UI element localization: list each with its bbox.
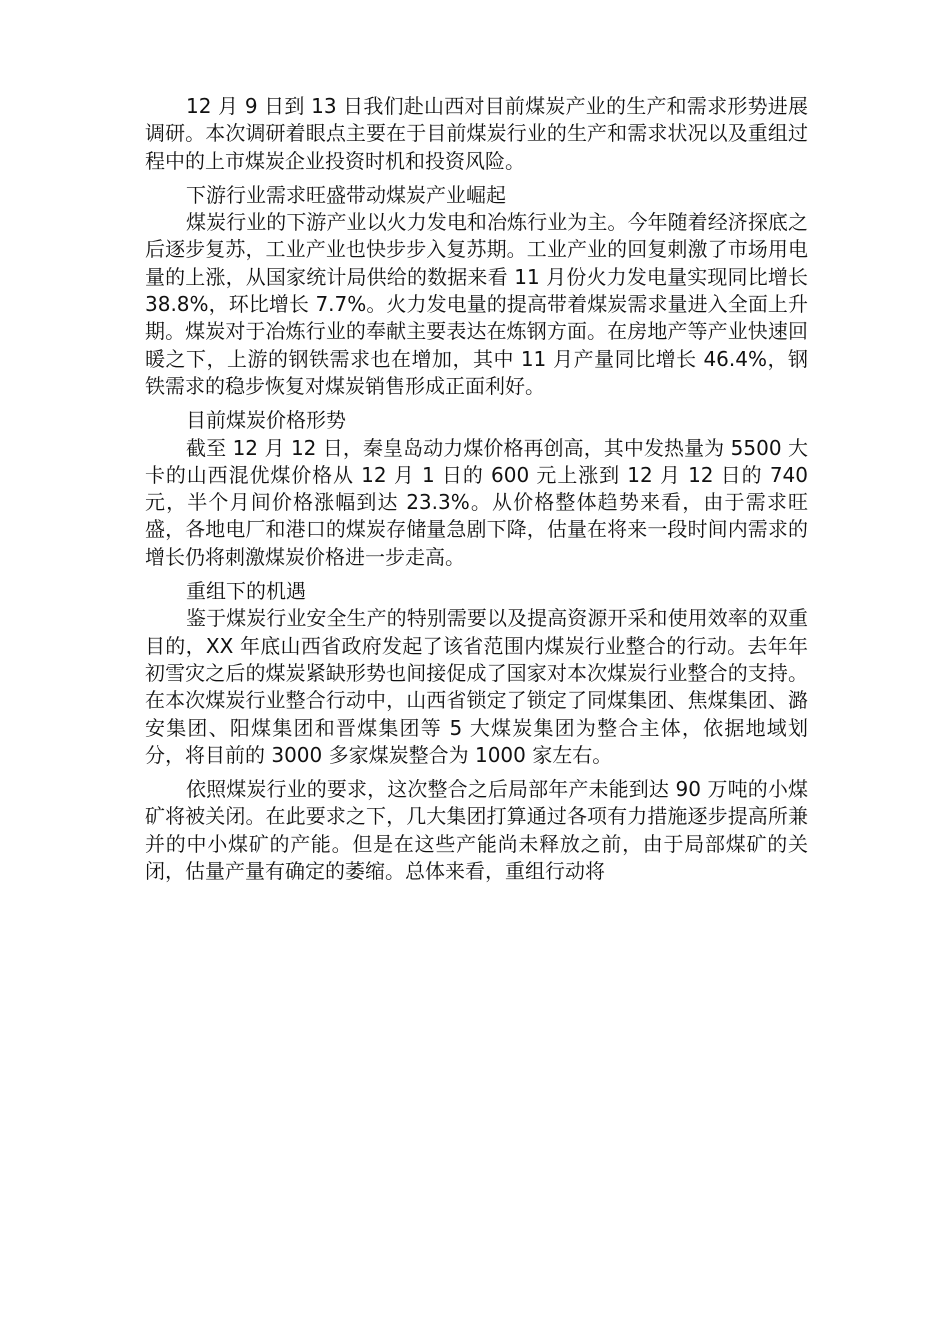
paragraph-price: 截至 12 月 12 日，秦皇岛动力煤价格再创高，其中发热量为 5500 大卡的山西混优煤价格从 12 月 1 日的 600 元上涨到 12 月 12 日的 740 元，半个月间价格涨幅到达 23.3%。从价格整体趋势来看，由于需求旺盛，各地电厂和港口的煤炭存储量急剧下降，估量在将来一段时间内需求的增长仍将刺激煤炭价格进一步走高。 <box>145 435 808 569</box>
paragraph-restructure: 鉴于煤炭行业安全生产的特别需要以及提高资源开采和使用效率的双重目的，XX 年底山西省政府发起了该省范围内煤炭行业整合的行动。去年年初雪灾之后的煤炭紧缺形势也间接促成了国家对本次煤炭行业整合的支持。在本次煤炭行业整合行动中，山西省锁定了锁定了同煤集团、焦煤集团、潞安集团、阳煤集团和晋煤集团等 5 大煤炭集团为整合主体，依据地域划分，将目前的 3000 多家煤炭整合为 1000 家左右。 <box>145 606 808 767</box>
document-page <box>145 93 808 885</box>
paragraph-demand: 煤炭行业的下游产业以火力发电和冶炼行业为主。今年随着经济探底之后逐步复苏，工业产业也快步步入复苏期。工业产业的回复刺激了市场用电量的上涨，从国家统计局供给的数据来看 11 月份火力发电量实现同比增长 38.8%，环比增长 7.7%。火力发电量的提高带着煤炭需求量进入全面上升期。煤炭对于冶炼行业的奉献主要表达在炼钢方面。在房地产等产业快速回暖之下，上游的钢铁需求也在增加，其中 11 月产量同比增长 46.4%，钢铁需求的稳步恢复对煤炭销售形成正面利好。 <box>145 210 808 398</box>
section-heading-demand: 下游行业需求旺盛带动煤炭产业崛起 <box>186 182 506 207</box>
paragraph-intro: 12 月 9 日到 13 日我们赴山西对目前煤炭产业的生产和需求形势进展调研。本次调研着眼点主要在于目前煤炭行业的生产和需求状况以及重组过程中的上市煤炭企业投资时机和投资风险。 <box>145 94 808 173</box>
section-heading-price: 目前煤炭价格形势 <box>186 408 346 433</box>
paragraph-closure: 依照煤炭行业的要求，这次整合之后局部年产未能到达 90 万吨的小煤矿将被关闭。在此要求之下，几大集团打算通过各项有力措施逐步提高所兼并的中小煤矿的产能。但是在这些产能尚未释放之前，由于局部煤矿的关闭，估量产量有确定的萎缩。总体来看，重组行动将 <box>145 777 808 884</box>
section-heading-restructure: 重组下的机遇 <box>186 579 306 604</box>
